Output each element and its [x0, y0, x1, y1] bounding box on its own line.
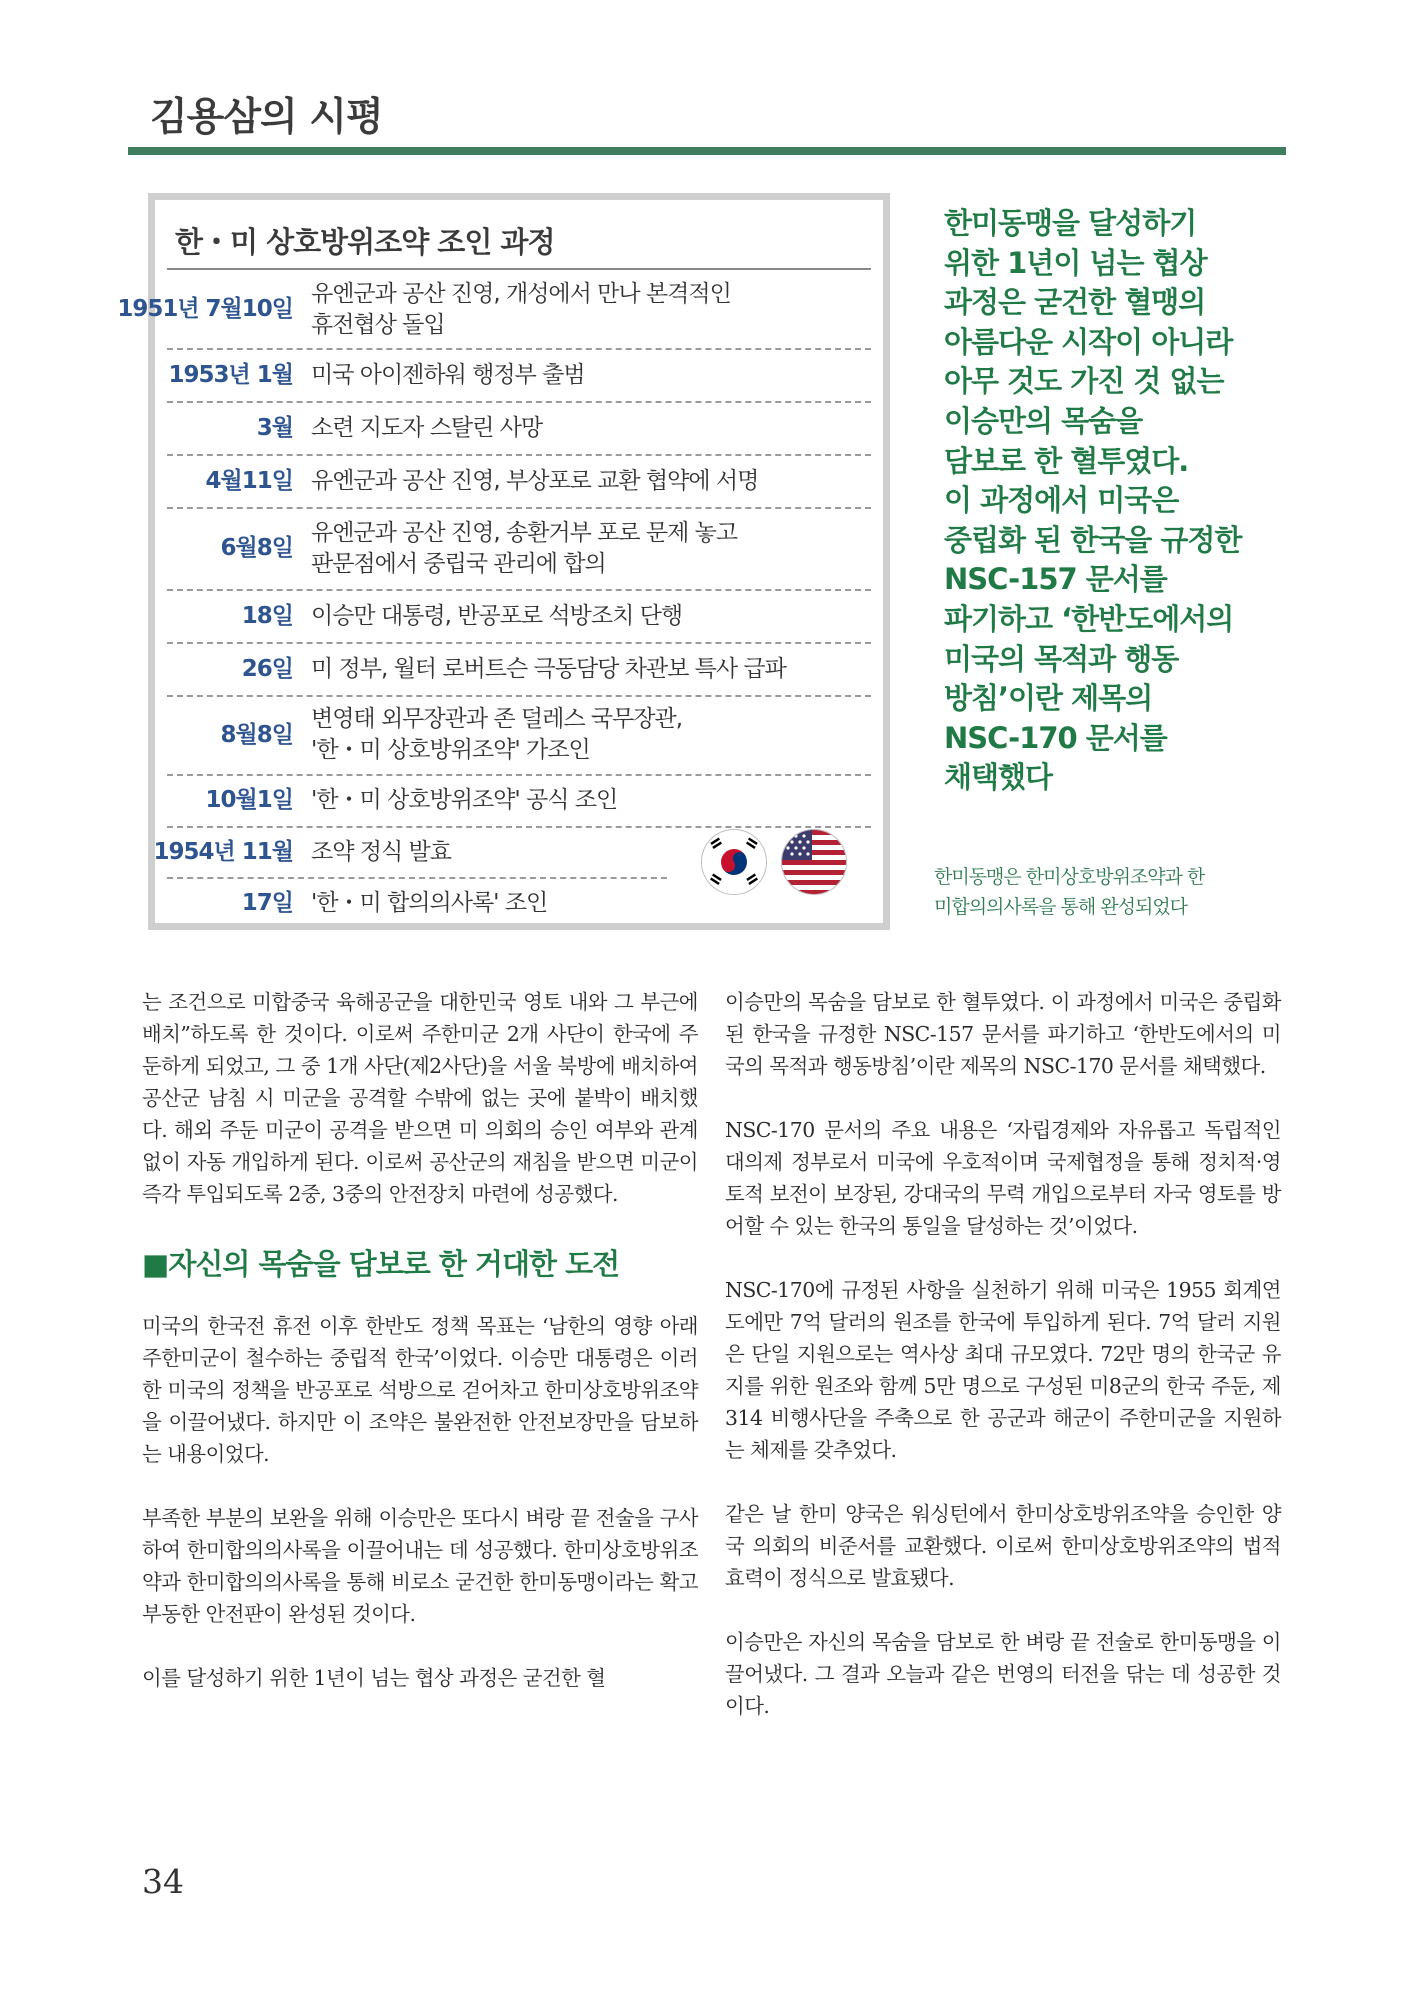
header-divider — [128, 147, 1286, 155]
timeline-event: 이승만 대통령, 반공포로 석방조치 단행 — [311, 602, 683, 629]
timeline-date: 18일 — [241, 602, 293, 629]
pull-quote-line: 방침’이란 제목의 — [944, 681, 1153, 716]
body-paragraph: 이승만의 목숨을 담보로 한 혈투였다. 이 과정에서 미국은 중립화 된 한국을 규정한 NSC-157 문서를 파기하고 ‘한반도에서의 미국의 목적과 행동방침’이란 제목의 NSC-170 문서를 채택했다. — [725, 990, 1281, 1078]
body-paragraph: 부족한 부분의 보완을 위해 이승만은 또다시 벼랑 끝 전술을 구사하여 한미합의의사록을 이끌어내는 데 성공했다. 한미상호방위조약과 한미합의의사록을 통해 비로소 굳건한 한미동맹이라는 확고부동한 안전판이 완성된 것이다. — [142, 1506, 698, 1626]
timeline-row — [167, 697, 871, 773]
timeline-date: 1951년 7월10일 — [117, 296, 293, 322]
timeline-date: 1954년 11월 — [153, 838, 293, 865]
timeline-event: '한・미 합의의사록' 조인 — [311, 889, 548, 916]
timeline-date: 17일 — [241, 889, 293, 916]
timeline-row — [167, 644, 871, 694]
figure-title: 한・미 상호방위조약 조인 과정 — [175, 225, 555, 259]
section-heading: ■자신의 목숨을 담보로 한 거대한 도전 — [142, 1247, 620, 1281]
timeline-date: 6월8일 — [220, 535, 293, 561]
pull-quote-line: 아무 것도 가진 것 없는 — [944, 364, 1224, 399]
figure-title-divider — [167, 268, 871, 270]
pull-quote-line: 파기하고 ‘한반도에서의 — [944, 601, 1234, 636]
timeline-event: 유엔군과 공산 진영, 부상포로 교환 협약에 서명 — [311, 467, 759, 494]
body-column-right — [725, 986, 1281, 1754]
pull-quote-line: 한미동맹을 달성하기 — [944, 206, 1197, 240]
pull-quote-line: 이 과정에서 미국은 — [944, 483, 1179, 518]
timeline-event: 조약 정식 발효 — [311, 838, 451, 865]
pull-quote-line: 이승만의 목숨을 — [944, 403, 1143, 438]
caption-line: 한미동맹은 한미상호방위조약과 한 — [934, 866, 1205, 888]
timeline-date: 3월 — [256, 414, 293, 441]
timeline-row — [167, 776, 871, 825]
timeline-date: 1953년 1월 — [168, 361, 293, 388]
timeline-event: 유엔군과 공산 진영, 송환거부 포로 문제 놓고 판문점에서 중립국 관리에 합의 — [311, 519, 738, 577]
body-column-left — [142, 986, 698, 1726]
pull-quote-line: 채택했다 — [944, 760, 1053, 795]
timeline-date: 8월8일 — [220, 721, 293, 748]
body-paragraph: 이승만은 자신의 목숨을 담보로 한 벼랑 끝 전술로 한미동맹을 이끌어냈다. 그 결과 오늘과 같은 번영의 터전을 닦는 데 성공한 것이다. — [725, 1630, 1281, 1718]
timeline-figure — [117, 193, 890, 930]
caption-line: 미합의의사록을 통해 완성되었다 — [934, 896, 1188, 918]
timeline-row — [167, 591, 871, 641]
pull-quote — [944, 204, 1284, 798]
figure-caption — [934, 862, 1284, 922]
timeline-row — [167, 509, 871, 588]
timeline-row — [167, 350, 871, 400]
timeline-date: 10월1일 — [205, 787, 293, 813]
timeline-event: '한・미 상호방위조약' 공식 조인 — [311, 787, 618, 813]
timeline-event: 미 정부, 월터 로버트슨 극동담당 차관보 특사 급파 — [311, 655, 786, 682]
timeline-event: 유엔군과 공산 진영, 개성에서 만나 본격적인 휴전협상 돌입 — [311, 280, 731, 338]
timeline-row — [167, 456, 871, 506]
pull-quote-line: 중립화 된 한국을 규정한 — [944, 522, 1242, 557]
south-korea-flag-icon — [701, 829, 767, 895]
pull-quote-line: 아름다운 시작이 아니라 — [944, 324, 1233, 359]
us-flag-icon — [781, 829, 847, 895]
pull-quote-line: NSC-170 문서를 — [944, 720, 1167, 755]
body-paragraph: 같은 날 한미 양국은 워싱턴에서 한미상호방위조약을 승인한 양국 의회의 비준서를 교환했다. 이로써 한미상호방위조약의 법적 효력이 정식으로 발효됐다. — [725, 1502, 1281, 1590]
timeline-row — [117, 272, 871, 347]
page-header-title: 김용삼의 시평 — [150, 95, 383, 140]
timeline-row — [167, 879, 871, 927]
body-paragraph: 는 조건으로 미합중국 육해공군을 대한민국 영토 내와 그 부근에 배치”하도록 한 것이다. 이로써 주한미군 2개 사단이 한국에 주둔하게 되었고, 그 중 1개 사단(제2사단)을 서울 북방에 배치하여 공산군 남침 시 미군을 공격할 수밖에 없는 곳에 붙박이 배치했다. 해외 주둔 미군이 공격을 받으면 미 의회의 승인 여부와 관계없이 자동 개입하게 된다. 이로써 공산군의 재침을 받으면 미군이 즉각 투입되도록 2중, 3중의 안전장치 마련에 성공했다. — [142, 990, 698, 1206]
timeline-event: 소련 지도자 스탈린 사망 — [311, 414, 543, 441]
timeline-date: 26일 — [241, 655, 293, 682]
timeline-event: 변영태 외무장관과 존 덜레스 국무장관, '한・미 상호방위조약' 가조인 — [311, 706, 683, 763]
pull-quote-line: NSC-157 문서를 — [944, 562, 1167, 597]
page-number: 34 — [142, 1862, 184, 1901]
timeline-date: 4월11일 — [205, 467, 293, 494]
timeline-event: 미국 아이젠하워 행정부 출범 — [311, 361, 585, 388]
pull-quote-line: 과정은 굳건한 혈맹의 — [944, 285, 1206, 320]
pull-quote-line: 담보로 한 혈투였다. — [944, 443, 1189, 478]
body-paragraph: 미국의 한국전 휴전 이후 한반도 정책 목표는 ‘남한의 영향 아래 주한미군이 철수하는 중립적 한국’이었다. 이승만 대통령은 이러한 미국의 정책을 반공포로 석방으로 걷어차고 한미상호방위조약을 이끌어냈다. 하지만 이 조약은 불완전한 안전보장만을 담보하는 내용이었다. — [142, 1314, 698, 1466]
pull-quote-line: 위한 1년이 넘는 협상 — [944, 245, 1207, 280]
timeline-row — [167, 403, 871, 453]
body-paragraph: NSC-170에 규정된 사항을 실천하기 위해 미국은 1955 회계연도에만 7억 달러의 원조를 한국에 투입하게 된다. 7억 달러 지원은 단일 지원으로는 역사상 최대 규모였다. 72만 명의 한국군 유지를 위한 원조와 함께 5만 명으로 구성된 미8군의 한국 주둔, 제314 비행사단을 주축으로 한 공군과 해군이 주한미군을 지원하는 체제를 갖추었다. — [725, 1278, 1281, 1462]
pull-quote-line: 미국의 목적과 행동 — [944, 641, 1179, 676]
body-paragraph: 이를 달성하기 위한 1년이 넘는 협상 과정은 굳건한 혈 — [142, 1666, 606, 1690]
body-paragraph: NSC-170 문서의 주요 내용은 ‘자립경제와 자유롭고 독립적인 대의제 정부로서 미국에 우호적이며 국제협정을 통해 정치적·영토적 보전이 보장된, 강대국의 무력 개입으로부터 자국 영토를 방어할 수 있는 한국의 통일을 달성하는 것’이었다. — [725, 1118, 1281, 1238]
